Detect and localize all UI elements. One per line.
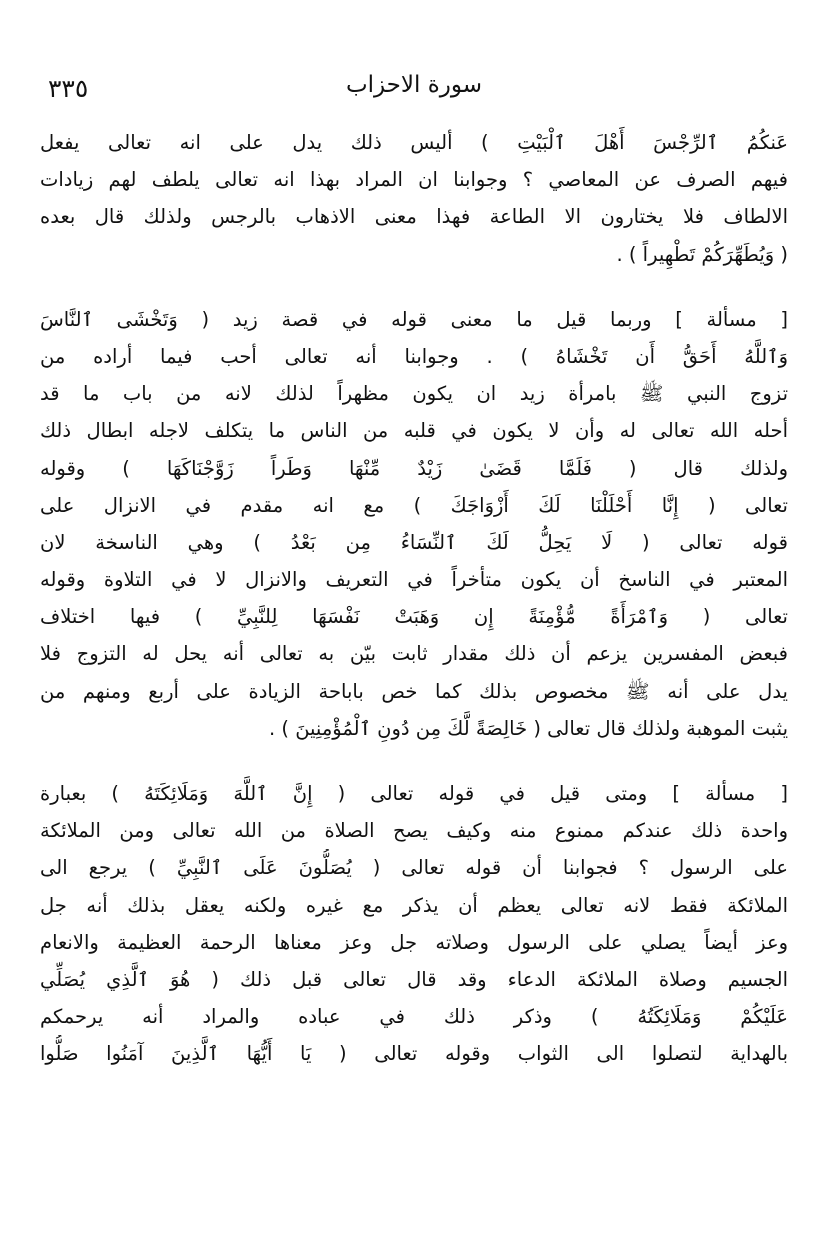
text-line: واحدة ذلك عندكم ممنوع منه وكيف يصح الصلاة من الله تعالى ومن الملائكة [40, 819, 788, 843]
text-line: الالطاف فلا يختارون الا الطاعة فهذا معنى الاذهاب بالرجس ولذلك قال بعده [40, 205, 788, 229]
text-line: يثبت الموهبة ولذلك قال تعالى ( خَالِصَةً لَّكَ مِن دُونِ ٱلْمُؤْمِنِينَ ) . [269, 716, 788, 740]
text-line: قوله تعالى ( لَا يَحِلُّ لَكَ ٱلنِّسَاءُ مِن بَعْدُ ) وهي الناسخة لان [40, 530, 788, 554]
text-line: تعالى ( وَٱمْرَأَةً مُّؤْمِنَةً إِن وَهَبَتْ نَفْسَهَا لِلنَّبِيِّ ) فيها اختلاف [40, 605, 788, 629]
text-line: [ مسألة ] ومتى قيل في قوله تعالى ( إِنَّ ٱللَّهَ وَمَلَائِكَتَهُ ) بعبارة [40, 782, 788, 805]
text-line: بالهداية لتصلوا الى الثواب وقوله تعالى ( يَا أَيُّهَا ٱلَّذِينَ آمَنُوا صَلُّوا [40, 1042, 788, 1066]
text-line: وعز أيضاً يصلي على الرسول وصلاته جل وعز معناها الرحمة العظيمة والانعام [40, 930, 788, 954]
paragraph-3 [40, 775, 788, 1073]
paragraph-1 [40, 124, 788, 273]
text-line: عَلَيْكُمْ وَمَلَائِكَتُهُ ) وذكر ذلك في عباده والمراد أنه يرحمكم [40, 1005, 788, 1029]
text-line: عَنكُمُ ٱلرِّجْسَ أَهْلَ ٱلْبَيْتِ ) أليس ذلك يدل على انه تعالى يفعل [40, 131, 788, 154]
text-line: المعتبر في الناسخ أن يكون متأخراً في التعريف والانزال لا في التلاوة وقوله [40, 568, 788, 592]
text-line: تزوج النبي ﷺ بامرأة زيد ان يكون مظهراً لذلك لانه من باب ما قد [40, 382, 788, 406]
page-body [40, 124, 788, 1073]
text-line: يدل على أنه ﷺ مخصوص بذلك كما خص باباحة الزيادة على أربع ومنهم من [40, 679, 788, 703]
text-line: على الرسول ؟ فجوابنا أن قوله تعالى ( يُصَلُّونَ عَلَى ٱلنَّبِيِّ ) يرجع الى [40, 856, 788, 880]
text-line: أحله الله تعالى له وأن لا يكون في قلبه من الناس ما يتكلف لاجله ابطال ذلك [40, 419, 788, 443]
text-line: وَٱللَّهُ أَحَقُّ أَن تَخْشَاهُ ) . وجوابنا أنه تعالى أحب فيما أراده من [40, 344, 788, 368]
text-line: الملائكة فقط لانه تعالى يعظم أن يذكر مع غيره ولكنه يعقل بذلك أنه جل [40, 893, 788, 917]
paragraph-2 [40, 301, 788, 747]
text-line: ولذلك قال ( فَلَمَّا قَضَىٰ زَيْدٌ مِّنْهَا وَطَراً زَوَّجْنَاكَهَا ) وقوله [40, 456, 788, 480]
text-line: ( وَيُطَهِّرَكُمْ تَطْهِيراً ) . [616, 242, 788, 266]
text-line: [ مسألة ] وربما قيل ما معنى قوله في قصة زيد ( وَتَخْشَى ٱلنَّاسَ [40, 307, 788, 331]
text-line: فيهم الصرف عن المعاصي ؟ وجوابنا ان المراد بهذا انه تعالى يلطف لهم زيادات [40, 168, 788, 192]
page-number: ٣٣٥ [48, 74, 89, 103]
surah-title: سورة الاحزاب [345, 72, 483, 98]
text-line: فبعض المفسرين يزعم أن ذلك مقدار ثابت بيّن به تعالى أنه يحل له التزوج فلا [40, 642, 788, 666]
text-line: تعالى ( إِنَّا أَحْلَلْنَا لَكَ أَزْوَاجَكَ ) مع انه مقدم في الانزال على [40, 493, 788, 517]
running-header [48, 70, 780, 110]
text-line: الجسيم وصلاة الملائكة الدعاء وقد قال تعالى قبل ذلك ( هُوَ ٱلَّذِي يُصَلِّي [40, 967, 788, 991]
